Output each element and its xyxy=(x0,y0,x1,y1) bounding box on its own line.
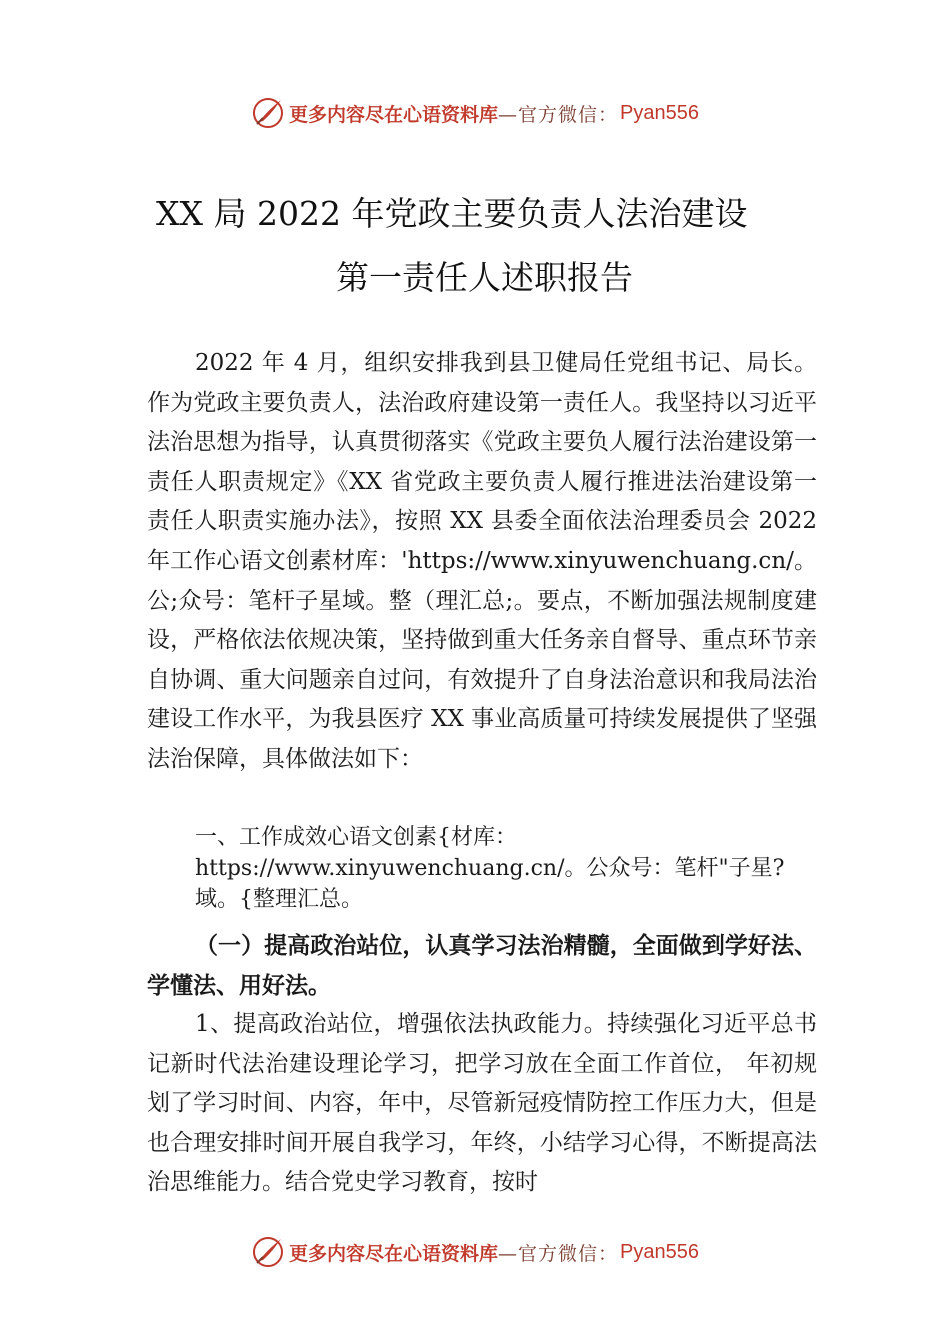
subsection-heading-1: （一）提高政治站位，认真学习法治精髓，全面做到学好法、学懂法、用好法。 xyxy=(147,932,817,999)
paragraph-intro: 2022 年 4 月，组织安排我到县卫健局任党组书记、局长。作为党政主要负责人，法治政府建设第一责任人。我坚持以习近平法治思想为指导，认真贯彻落实《党政主要负人履行法治建设第一责任人职责规定》《XX 省党政主要负责人履行推进法治建设第一责任人职责实施办法》，按照 XX 县委全面依法治理委员会 2022 年工作心语文创素材库：'https://www.xinyuwenchuang.cn/。公;众号：笔杆子星域。整（理汇总;。要点，不断加强法规制度建设，严格依法依规决策，坚持做到重大任务亲自督导、重点环节亲自协调、重大问题亲自过问，有效提升了自身法治意识和我局法治建设工作水平，为我县医疗 XX 事业高质量可持续发展提供了坚强法治保障，具体做法如下： xyxy=(147,350,817,772)
banner-wechat-handle: Pyan556 xyxy=(620,1240,699,1263)
quill-logo-icon xyxy=(251,96,285,130)
document-title-line1: XX 局 2022 年党政主要负责人法治建设 xyxy=(156,194,748,233)
paragraph-item-1: 1、提高政治站位，增强依法执政能力。持续强化习近平总书记新时代法治建设理论学习，把学习放在全面工作首位， 年初规划了学习时间、内容，年中，尽管新冠疫情防控工作压力大，但是也合理安排时间开展自我学习，年终，小结学习心得，不断提高法治思维能力。结合党史学习教育，按时 xyxy=(147,1011,817,1196)
banner-brand-text: 更多内容尽在心语资料库 xyxy=(289,1242,499,1265)
banner-official-text: —官方微信： xyxy=(498,103,619,126)
footer-banner xyxy=(0,1232,950,1272)
banner-official-text: —官方微信： xyxy=(498,1242,619,1265)
banner-brand-text: 更多内容尽在心语资料库 xyxy=(289,103,499,126)
quill-logo-icon xyxy=(251,1235,285,1269)
banner-wechat-handle: Pyan556 xyxy=(620,101,699,124)
header-banner xyxy=(0,93,950,133)
document-title-line2: 第一责任人述职报告 xyxy=(336,258,633,297)
section-heading-1: 一、工作成效心语文创素{材库：https://www.xinyuwenchuang.cn/。公众号：笔杆"子星?域。{整理汇总。 xyxy=(195,825,785,912)
